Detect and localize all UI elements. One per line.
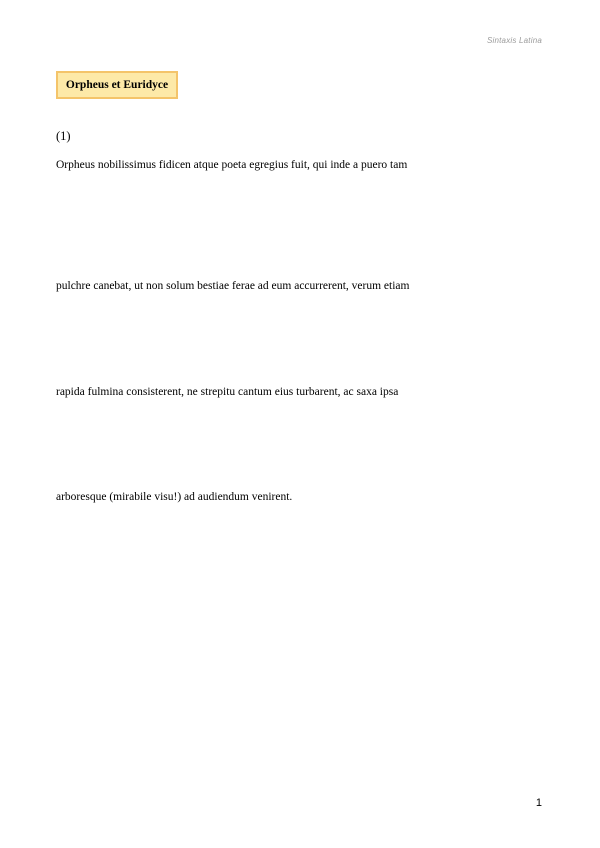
text-line-2: pulchre canebat, ut non solum bestiae ferae ad eum accurrerent, verum etiam [56,280,410,292]
text-line-1: Orpheus nobilissimus fidicen atque poeta egregius fuit, qui inde a puero tam [56,159,408,171]
section-title-box [56,71,178,99]
running-header: Sintaxis Latina [486,36,542,45]
section-number: (1) [56,129,71,143]
section-title: Orpheus et Euridyce [65,79,169,91]
text-line-4: arboresque (mirabile visu!) ad audiendum venirent. [56,491,293,503]
page-number: 1 [535,797,542,809]
text-line-3: rapida fulmina consisterent, ne strepitu cantum eius turbarent, ac saxa ipsa [56,386,399,398]
